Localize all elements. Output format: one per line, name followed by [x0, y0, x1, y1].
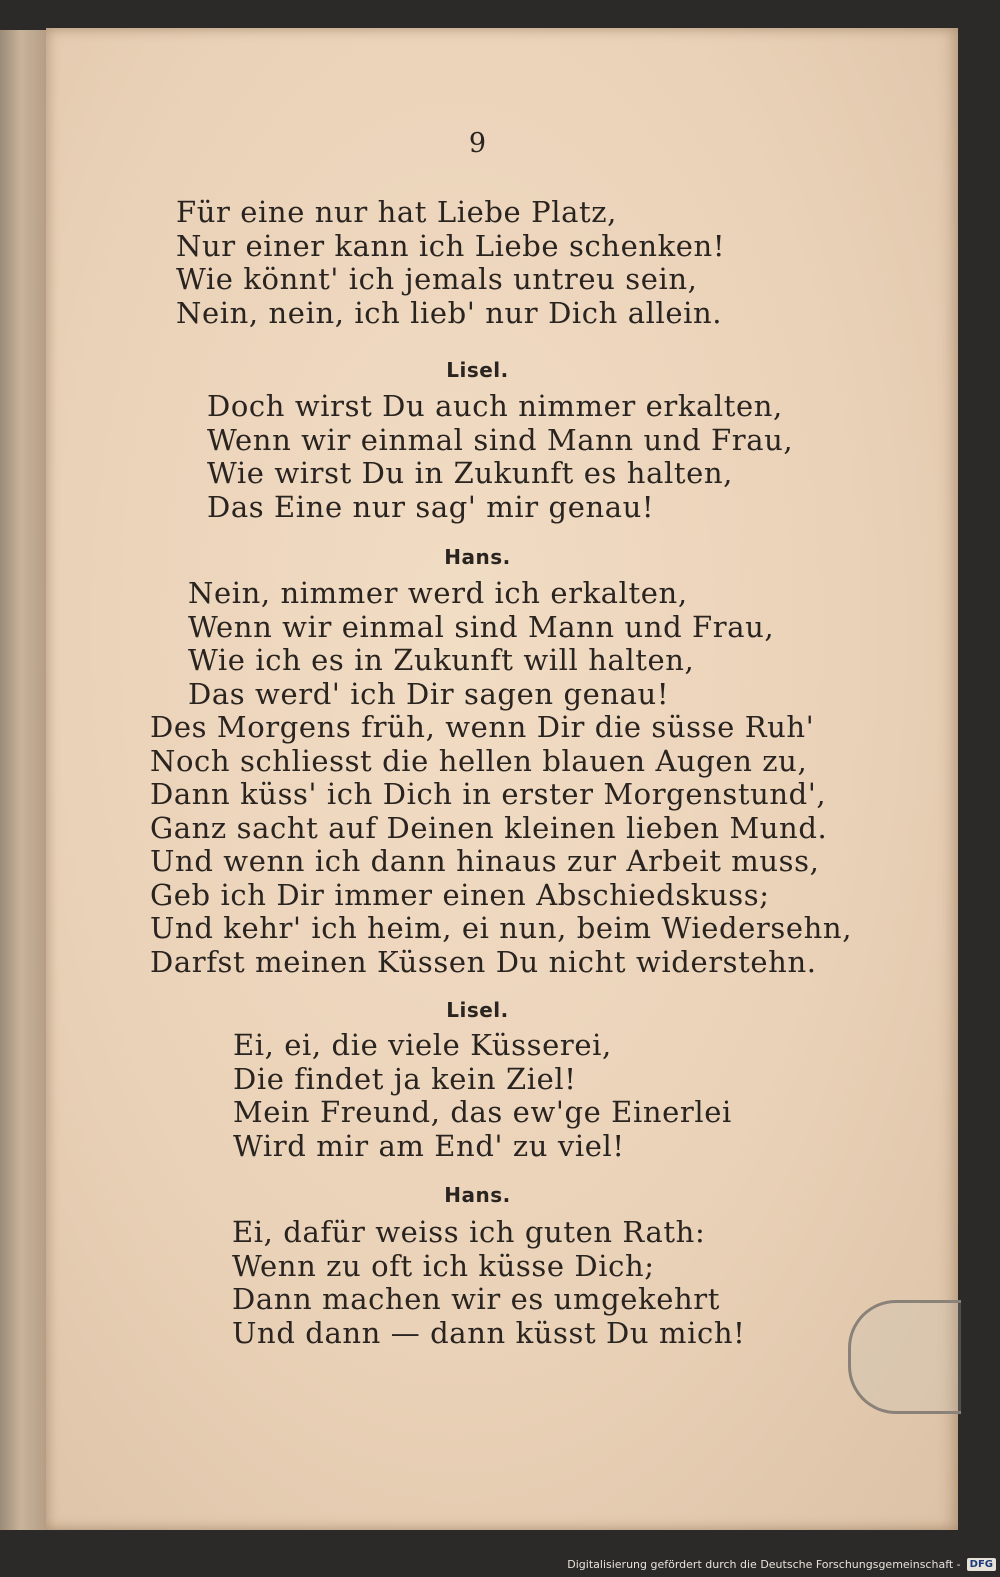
stanza-3: [188, 577, 774, 711]
verse-line: Darfst meinen Küssen Du nicht widerstehn.: [150, 944, 817, 979]
page-number: 9: [468, 128, 487, 159]
funding-notice: Digitalisierung gefördert durch die Deutsche Forschungsgemeinschaft -: [567, 1557, 961, 1571]
stanza-2: [207, 390, 793, 524]
verse-line: Mein Freund, das ew'ge Einerlei: [233, 1095, 732, 1129]
verse-line: Dann machen wir es umgekehrt: [232, 1282, 720, 1316]
verse-line: Die findet ja kein Ziel!: [233, 1061, 577, 1096]
verse-line: Und dann — dann küsst Du mich!: [232, 1315, 746, 1350]
stanza-6: [232, 1216, 745, 1350]
verse-line: Wie ich es in Zukunft will halten,: [188, 643, 695, 677]
verse-line: Das Eine nur sag' mir genau!: [207, 489, 655, 524]
verse-line: Des Morgens früh, wenn Dir die süsse Ruh': [150, 710, 815, 744]
verse-line: Wenn wir einmal sind Mann und Frau,: [207, 422, 794, 457]
verse-line: Wie wirst Du in Zukunft es halten,: [207, 456, 733, 490]
verse-line: Wie könnt' ich jemals untreu sein,: [176, 262, 698, 296]
footer: [567, 1553, 996, 1575]
verse-line: Nur einer kann ich Liebe schenken!: [176, 228, 726, 263]
page-clip: [848, 1300, 961, 1414]
verse-line: Dann küss' ich Dich in erster Morgenstund',: [150, 777, 827, 811]
stanza-4: [150, 711, 852, 979]
verse-line: Wenn zu oft ich küsse Dich;: [232, 1248, 655, 1283]
verse-line: Ei, dafür weiss ich guten Rath:: [232, 1215, 706, 1249]
stanza-5: [233, 1029, 732, 1163]
verse-line: Und kehr' ich heim, ei nun, beim Wiedersehn,: [150, 911, 853, 945]
verse-line: Noch schliesst die hellen blauen Augen zu,: [150, 743, 808, 778]
speaker-label: Lisel.: [446, 998, 509, 1022]
verse-line: Das werd' ich Dir sagen genau!: [188, 676, 670, 711]
verse-line: Wird mir am End' zu viel!: [233, 1128, 625, 1163]
verse-line: Wenn wir einmal sind Mann und Frau,: [188, 609, 775, 644]
verse-line: Und wenn ich dann hinaus zur Arbeit muss,: [150, 844, 820, 878]
verse-line: Für eine nur hat Liebe Platz,: [176, 195, 617, 229]
speaker-label: Hans.: [444, 545, 511, 569]
speaker-label: Lisel.: [446, 358, 509, 382]
stanza-1: [176, 196, 725, 330]
verse-line: Ei, ei, die viele Küsserei,: [233, 1028, 612, 1062]
verse-line: Geb ich Dir immer einen Abschiedskuss;: [150, 877, 770, 912]
dfg-logo: DFG: [967, 1558, 996, 1571]
verse-line: Doch wirst Du auch nimmer erkalten,: [207, 389, 783, 423]
speaker-label: Hans.: [444, 1183, 511, 1207]
book-left-edge: [0, 30, 48, 1530]
verse-line: Nein, nimmer werd ich erkalten,: [188, 576, 688, 610]
verse-line: Ganz sacht auf Deinen kleinen lieben Mund.: [150, 810, 828, 845]
verse-line: Nein, nein, ich lieb' nur Dich allein.: [176, 295, 723, 330]
